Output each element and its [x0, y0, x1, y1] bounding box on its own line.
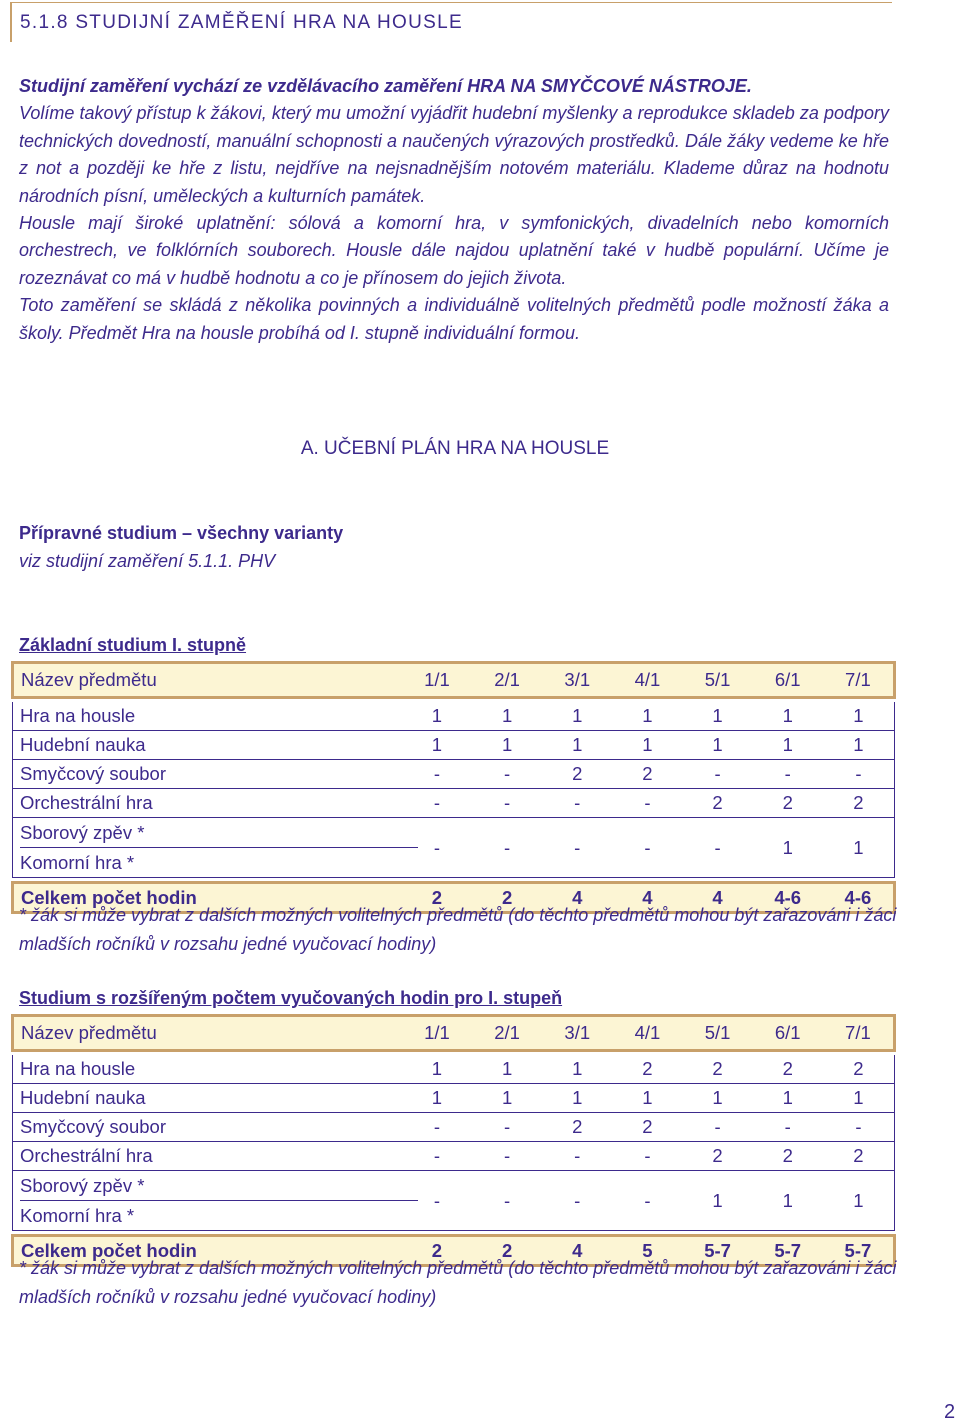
hours-cell: -	[753, 760, 823, 789]
column-header-subject: Název předmětu	[13, 1016, 402, 1051]
hours-cell: 2	[823, 1055, 895, 1084]
hours-cell: 1	[823, 818, 895, 878]
hours-cell: 1	[402, 1084, 472, 1113]
subject-name: Hudební nauka	[13, 1084, 402, 1113]
hours-cell: 2	[542, 760, 612, 789]
hours-cell: -	[542, 1171, 612, 1231]
hours-cell: -	[542, 818, 612, 878]
table-row	[13, 789, 895, 818]
hours-cell: -	[402, 1171, 472, 1231]
total-hours: 4	[542, 1236, 612, 1266]
hours-cell: -	[472, 1113, 542, 1142]
table-header-row	[13, 663, 895, 698]
hours-cell: 1	[472, 1055, 542, 1084]
hours-cell: 1	[683, 1084, 753, 1113]
hours-cell: -	[472, 818, 542, 878]
hours-cell: 1	[823, 1171, 895, 1231]
intro-p1: Volíme takový přístup k žákovi, který mu umožní vyjádřit hudební myšlenky a reprodukce skladeb za podpory technických dovedností, manuální schopnosti a naučených výrazových prostředků.	[19, 103, 889, 151]
intro-text	[19, 73, 889, 347]
subject-name: Hra na housle	[13, 702, 402, 731]
hours-cell: -	[542, 789, 612, 818]
hours-cell: -	[402, 818, 472, 878]
column-header-subject: Název předmětu	[13, 663, 402, 698]
table1	[11, 661, 896, 914]
hours-cell: 1	[612, 731, 682, 760]
hours-cell: 1	[753, 702, 823, 731]
hours-cell: 2	[612, 760, 682, 789]
hours-cell: -	[402, 1113, 472, 1142]
hours-cell: 1	[542, 702, 612, 731]
column-header-grade: 6/1	[753, 1016, 823, 1051]
section-title: 5.1.8 STUDIJNÍ ZAMĚŘENÍ HRA NA HOUSLE	[20, 12, 463, 33]
hours-cell: 1	[683, 1171, 753, 1231]
hours-cell: 2	[753, 1055, 823, 1084]
total-hours: 2	[472, 883, 542, 913]
section-header	[10, 2, 892, 42]
hours-cell: -	[542, 1142, 612, 1171]
total-hours: 2	[402, 883, 472, 913]
column-header-grade: 7/1	[823, 1016, 895, 1051]
hours-cell: -	[472, 760, 542, 789]
table-row-combined	[13, 818, 895, 878]
column-header-grade: 6/1	[753, 663, 823, 698]
intro-p1b: Dále žáky vedeme ke hře z not a později ke hře z listu, nejdříve na nejsnadnějším notovém materiálu. Klademe důraz na hodnotu národních písní, uměleckých a kulturních památek.	[19, 130, 889, 206]
total-label: Celkem počet hodin	[13, 883, 402, 913]
intro-paragraph-1	[19, 73, 889, 210]
hours-cell: -	[753, 1113, 823, 1142]
total-hours: 5-7	[683, 1236, 753, 1266]
total-hours: 4	[612, 883, 682, 913]
column-header-grade: 4/1	[612, 1016, 682, 1051]
hours-cell: 1	[823, 702, 895, 731]
subject-name: Sborový zpěv *	[20, 1175, 145, 1196]
hours-cell: 2	[823, 789, 895, 818]
subject-name: Hra na housle	[13, 1055, 402, 1084]
hours-cell: -	[612, 1142, 682, 1171]
hours-cell: -	[472, 789, 542, 818]
intro-paragraph-3: Toto zaměření se skládá z několika povinných a individuálně volitelných předmětů podle možností žáka a školy. Předmět Hra na housle probíhá od I. stupně individuální formou.	[19, 295, 889, 343]
hours-cell: -	[472, 1171, 542, 1231]
page-number: 2	[944, 1401, 956, 1423]
hours-cell: -	[612, 789, 682, 818]
hours-cell: 2	[612, 1055, 682, 1084]
hours-cell: 2	[683, 789, 753, 818]
total-hours: 4-6	[753, 883, 823, 913]
subject-name: Komorní hra *	[20, 1200, 418, 1230]
hours-cell: -	[612, 818, 682, 878]
hours-cell: -	[612, 1171, 682, 1231]
table1-title: Základní studium I. stupně	[19, 635, 247, 655]
table-header-row	[13, 1016, 895, 1051]
hours-cell: 1	[402, 702, 472, 731]
subject-name: Sborový zpěv *	[20, 822, 145, 843]
column-header-grade: 1/1	[402, 1016, 472, 1051]
column-header-grade: 5/1	[683, 663, 753, 698]
hours-cell: 1	[472, 731, 542, 760]
hours-cell: 2	[823, 1142, 895, 1171]
hours-cell: 1	[472, 702, 542, 731]
hours-cell: 1	[542, 1084, 612, 1113]
total-hours: 5-7	[823, 1236, 895, 1266]
subject-name: Hudební nauka	[13, 731, 402, 760]
hours-cell: -	[823, 760, 895, 789]
plan-title: A. UČEBNÍ PLÁN HRA NA HOUSLE	[300, 438, 610, 459]
subject-name: Komorní hra *	[20, 847, 418, 877]
column-header-grade: 7/1	[823, 663, 895, 698]
hours-cell: 1	[753, 1171, 823, 1231]
hours-cell: 1	[683, 731, 753, 760]
table2-note: * žák si může vybrat z dalších možných volitelných předmětů (do těchto předmětů mohou být zařazováni i žáci mladších ročníků v rozsahu jedné vyučovací hodiny)	[19, 1258, 897, 1307]
hours-cell: 1	[683, 702, 753, 731]
hours-cell: 2	[753, 1142, 823, 1171]
column-header-grade: 4/1	[612, 663, 682, 698]
subject-name: Orchestrální hra	[13, 789, 402, 818]
hours-cell: 1	[612, 1084, 682, 1113]
column-header-grade: 3/1	[542, 663, 612, 698]
total-hours: 4	[542, 883, 612, 913]
hours-cell: 1	[542, 1055, 612, 1084]
hours-cell: 1	[402, 1055, 472, 1084]
column-header-grade: 2/1	[472, 663, 542, 698]
table1-note: * žák si může vybrat z dalších možných volitelných předmětů (do těchto předmětů mohou být zařazováni i žáci mladších ročníků v rozsahu jedné vyučovací hodiny)	[19, 905, 897, 954]
prep-title: Přípravné studium – všechny varianty	[19, 523, 344, 543]
hours-cell: -	[402, 760, 472, 789]
total-hours: 4	[683, 883, 753, 913]
hours-cell: 2	[683, 1142, 753, 1171]
hours-cell: 2	[542, 1113, 612, 1142]
total-hours: 4-6	[823, 883, 895, 913]
total-label: Celkem počet hodin	[13, 1236, 402, 1266]
table-row	[13, 1084, 895, 1113]
hours-cell: 1	[612, 702, 682, 731]
hours-cell: 2	[753, 789, 823, 818]
hours-cell: 1	[823, 1084, 895, 1113]
subject-name: Smyčcový soubor	[13, 1113, 402, 1142]
subject-name-combined	[13, 1171, 402, 1231]
hours-cell: 2	[612, 1113, 682, 1142]
hours-cell: -	[683, 760, 753, 789]
hours-cell: 1	[823, 731, 895, 760]
table-row	[13, 731, 895, 760]
total-hours: 5-7	[753, 1236, 823, 1266]
hours-cell: -	[402, 1142, 472, 1171]
subject-name: Orchestrální hra	[13, 1142, 402, 1171]
table2	[11, 1014, 896, 1267]
hours-cell: -	[823, 1113, 895, 1142]
table-row	[13, 1055, 895, 1084]
hours-cell: -	[683, 818, 753, 878]
table-row	[13, 702, 895, 731]
column-header-grade: 2/1	[472, 1016, 542, 1051]
hours-cell: 1	[753, 818, 823, 878]
table2-title: Studium s rozšířeným počtem vyučovaných hodin pro I. stupeň	[19, 988, 563, 1008]
column-header-grade: 5/1	[683, 1016, 753, 1051]
hours-cell: -	[683, 1113, 753, 1142]
column-header-grade: 1/1	[402, 663, 472, 698]
hours-cell: -	[472, 1142, 542, 1171]
hours-cell: 1	[753, 731, 823, 760]
hours-cell: 1	[753, 1084, 823, 1113]
hours-cell: 2	[683, 1055, 753, 1084]
total-hours: 5	[612, 1236, 682, 1266]
column-header-grade: 3/1	[542, 1016, 612, 1051]
table-row	[13, 1113, 895, 1142]
intro-lead: Studijní zaměření vychází ze vzdělávacího zaměření HRA NA SMYČCOVÉ NÁSTROJE.	[19, 76, 752, 96]
total-hours: 2	[402, 1236, 472, 1266]
subject-name-combined	[13, 818, 402, 878]
hours-cell: -	[402, 789, 472, 818]
table-row-combined	[13, 1171, 895, 1231]
prep-reference: viz studijní zaměření 5.1.1. PHV	[19, 551, 276, 571]
hours-cell: 1	[402, 731, 472, 760]
table-row	[13, 1142, 895, 1171]
intro-paragraph-2: Housle mají široké uplatnění: sólová a komorní hra, v symfonických, divadelních nebo komorních orchestrech, ve folklórních souborech. Housle dále najdou uplatnění také v hudbě populární. Učíme je rozeznávat co má v hudbě hodnotu a co je přínosem do jejich života.	[19, 213, 889, 288]
total-hours: 2	[472, 1236, 542, 1266]
table-row	[13, 760, 895, 789]
hours-cell: 1	[542, 731, 612, 760]
subject-name: Smyčcový soubor	[13, 760, 402, 789]
hours-cell: 1	[472, 1084, 542, 1113]
